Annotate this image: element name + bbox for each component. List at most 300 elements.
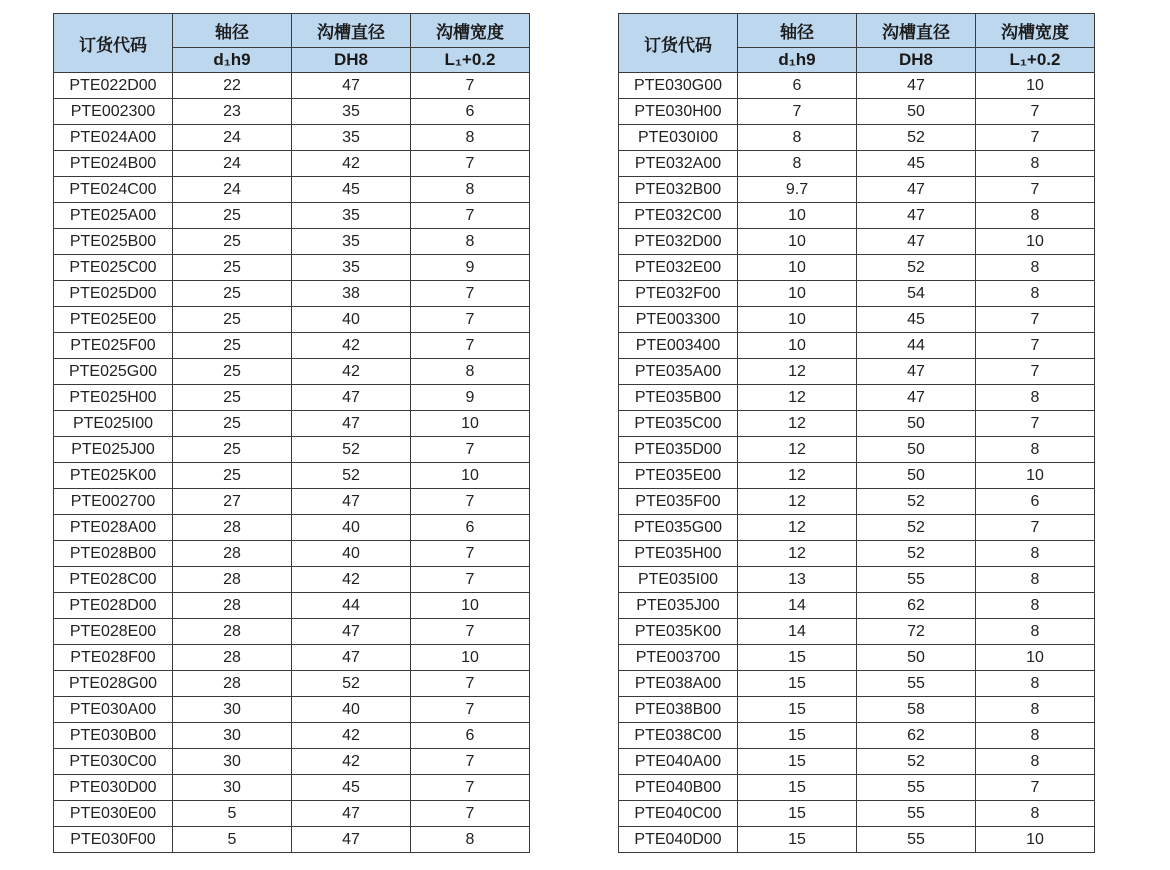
table-row bbox=[619, 463, 1095, 489]
table-row bbox=[54, 619, 530, 645]
cell-groove-width: 7 bbox=[411, 151, 530, 177]
cell-groove-width: 6 bbox=[411, 723, 530, 749]
cell-groove-width: 10 bbox=[976, 645, 1095, 671]
cell-shaft-diameter: 12 bbox=[738, 515, 857, 541]
cell-groove-diameter: 47 bbox=[292, 489, 411, 515]
cell-groove-width: 6 bbox=[976, 489, 1095, 515]
cell-groove-diameter: 52 bbox=[857, 125, 976, 151]
cell-order-code: PTE032B00 bbox=[619, 177, 738, 203]
cell-shaft-diameter: 28 bbox=[173, 567, 292, 593]
cell-groove-diameter: 52 bbox=[857, 541, 976, 567]
cell-order-code: PTE028E00 bbox=[54, 619, 173, 645]
cell-groove-diameter: 35 bbox=[292, 255, 411, 281]
table-row bbox=[619, 437, 1095, 463]
table-row bbox=[54, 671, 530, 697]
cell-order-code: PTE032C00 bbox=[619, 203, 738, 229]
table-row bbox=[619, 411, 1095, 437]
header-groove-width-tolerance: L₁+0.2 bbox=[411, 48, 530, 73]
cell-groove-diameter: 42 bbox=[292, 749, 411, 775]
table-row bbox=[54, 723, 530, 749]
cell-groove-width: 7 bbox=[411, 203, 530, 229]
table-row bbox=[54, 801, 530, 827]
cell-order-code: PTE035D00 bbox=[619, 437, 738, 463]
table-row bbox=[54, 411, 530, 437]
cell-order-code: PTE030I00 bbox=[619, 125, 738, 151]
cell-groove-width: 7 bbox=[411, 697, 530, 723]
table-row bbox=[619, 801, 1095, 827]
table-row bbox=[619, 619, 1095, 645]
table-row bbox=[54, 463, 530, 489]
cell-groove-diameter: 62 bbox=[857, 723, 976, 749]
spec-table-right bbox=[618, 13, 1095, 853]
cell-groove-width: 10 bbox=[411, 593, 530, 619]
cell-groove-width: 8 bbox=[976, 593, 1095, 619]
cell-groove-diameter: 40 bbox=[292, 697, 411, 723]
cell-groove-diameter: 44 bbox=[857, 333, 976, 359]
cell-groove-diameter: 50 bbox=[857, 645, 976, 671]
cell-groove-diameter: 50 bbox=[857, 437, 976, 463]
cell-groove-width: 8 bbox=[976, 255, 1095, 281]
cell-order-code: PTE022D00 bbox=[54, 73, 173, 99]
header-shaft-diameter: 轴径 bbox=[738, 14, 857, 48]
cell-shaft-diameter: 24 bbox=[173, 151, 292, 177]
cell-groove-diameter: 35 bbox=[292, 229, 411, 255]
cell-groove-diameter: 47 bbox=[292, 411, 411, 437]
table-row bbox=[54, 541, 530, 567]
cell-order-code: PTE025F00 bbox=[54, 333, 173, 359]
table-row bbox=[54, 645, 530, 671]
cell-groove-diameter: 47 bbox=[857, 385, 976, 411]
cell-shaft-diameter: 10 bbox=[738, 281, 857, 307]
table-row bbox=[54, 385, 530, 411]
cell-shaft-diameter: 30 bbox=[173, 697, 292, 723]
table-row bbox=[619, 775, 1095, 801]
cell-order-code: PTE028B00 bbox=[54, 541, 173, 567]
cell-shaft-diameter: 30 bbox=[173, 749, 292, 775]
cell-groove-diameter: 45 bbox=[292, 775, 411, 801]
cell-groove-width: 8 bbox=[976, 541, 1095, 567]
cell-groove-diameter: 47 bbox=[857, 177, 976, 203]
cell-shaft-diameter: 25 bbox=[173, 385, 292, 411]
cell-groove-width: 7 bbox=[976, 125, 1095, 151]
cell-groove-width: 8 bbox=[411, 359, 530, 385]
cell-order-code: PTE030E00 bbox=[54, 801, 173, 827]
table-row bbox=[54, 775, 530, 801]
table-row bbox=[54, 151, 530, 177]
cell-groove-diameter: 55 bbox=[857, 671, 976, 697]
cell-groove-diameter: 42 bbox=[292, 359, 411, 385]
table-row bbox=[619, 255, 1095, 281]
cell-order-code: PTE035H00 bbox=[619, 541, 738, 567]
cell-order-code: PTE024B00 bbox=[54, 151, 173, 177]
cell-groove-width: 7 bbox=[411, 671, 530, 697]
cell-groove-width: 8 bbox=[411, 827, 530, 853]
cell-groove-width: 7 bbox=[411, 437, 530, 463]
cell-order-code: PTE025C00 bbox=[54, 255, 173, 281]
cell-groove-width: 8 bbox=[976, 801, 1095, 827]
cell-order-code: PTE002700 bbox=[54, 489, 173, 515]
cell-order-code: PTE030C00 bbox=[54, 749, 173, 775]
cell-shaft-diameter: 25 bbox=[173, 281, 292, 307]
table-row bbox=[619, 515, 1095, 541]
cell-groove-width: 6 bbox=[411, 99, 530, 125]
cell-shaft-diameter: 15 bbox=[738, 827, 857, 853]
table-row bbox=[54, 697, 530, 723]
cell-shaft-diameter: 25 bbox=[173, 203, 292, 229]
cell-groove-diameter: 72 bbox=[857, 619, 976, 645]
header-shaft-tolerance: d₁h9 bbox=[173, 48, 292, 73]
cell-groove-diameter: 52 bbox=[292, 671, 411, 697]
cell-groove-diameter: 47 bbox=[292, 385, 411, 411]
cell-order-code: PTE028G00 bbox=[54, 671, 173, 697]
cell-groove-width: 7 bbox=[411, 307, 530, 333]
cell-shaft-diameter: 22 bbox=[173, 73, 292, 99]
cell-order-code: PTE002300 bbox=[54, 99, 173, 125]
cell-groove-diameter: 55 bbox=[857, 567, 976, 593]
header-groove-diameter-tolerance: DH8 bbox=[292, 48, 411, 73]
cell-groove-diameter: 47 bbox=[292, 801, 411, 827]
table-row bbox=[619, 359, 1095, 385]
cell-groove-diameter: 47 bbox=[857, 229, 976, 255]
header-groove-width: 沟槽宽度 bbox=[976, 14, 1095, 48]
cell-groove-diameter: 40 bbox=[292, 307, 411, 333]
cell-order-code: PTE038B00 bbox=[619, 697, 738, 723]
cell-groove-width: 8 bbox=[976, 281, 1095, 307]
cell-groove-diameter: 47 bbox=[292, 827, 411, 853]
table-row bbox=[54, 749, 530, 775]
cell-shaft-diameter: 27 bbox=[173, 489, 292, 515]
spec-table-left bbox=[53, 13, 530, 853]
cell-order-code: PTE025G00 bbox=[54, 359, 173, 385]
cell-shaft-diameter: 12 bbox=[738, 437, 857, 463]
cell-groove-diameter: 42 bbox=[292, 723, 411, 749]
cell-groove-diameter: 55 bbox=[857, 775, 976, 801]
cell-groove-width: 8 bbox=[976, 749, 1095, 775]
cell-order-code: PTE035B00 bbox=[619, 385, 738, 411]
cell-groove-width: 7 bbox=[976, 333, 1095, 359]
cell-shaft-diameter: 28 bbox=[173, 619, 292, 645]
cell-order-code: PTE024C00 bbox=[54, 177, 173, 203]
cell-groove-width: 8 bbox=[976, 697, 1095, 723]
table-row bbox=[54, 515, 530, 541]
table-row bbox=[54, 567, 530, 593]
table-row bbox=[619, 333, 1095, 359]
cell-order-code: PTE025H00 bbox=[54, 385, 173, 411]
cell-shaft-diameter: 12 bbox=[738, 489, 857, 515]
cell-order-code: PTE003700 bbox=[619, 645, 738, 671]
cell-shaft-diameter: 14 bbox=[738, 619, 857, 645]
cell-groove-width: 7 bbox=[411, 619, 530, 645]
header-groove-diameter: 沟槽直径 bbox=[857, 14, 976, 48]
cell-shaft-diameter: 15 bbox=[738, 749, 857, 775]
table-row bbox=[619, 229, 1095, 255]
cell-order-code: PTE040A00 bbox=[619, 749, 738, 775]
cell-shaft-diameter: 25 bbox=[173, 255, 292, 281]
table-row bbox=[619, 177, 1095, 203]
cell-order-code: PTE038C00 bbox=[619, 723, 738, 749]
header-groove-diameter: 沟槽直径 bbox=[292, 14, 411, 48]
cell-shaft-diameter: 10 bbox=[738, 203, 857, 229]
cell-order-code: PTE025A00 bbox=[54, 203, 173, 229]
cell-groove-diameter: 35 bbox=[292, 125, 411, 151]
cell-groove-diameter: 35 bbox=[292, 99, 411, 125]
table-row bbox=[619, 99, 1095, 125]
cell-order-code: PTE030B00 bbox=[54, 723, 173, 749]
cell-order-code: PTE025D00 bbox=[54, 281, 173, 307]
cell-shaft-diameter: 10 bbox=[738, 307, 857, 333]
table-row bbox=[54, 177, 530, 203]
cell-groove-width: 10 bbox=[411, 411, 530, 437]
cell-shaft-diameter: 12 bbox=[738, 411, 857, 437]
cell-shaft-diameter: 12 bbox=[738, 541, 857, 567]
cell-shaft-diameter: 6 bbox=[738, 73, 857, 99]
cell-groove-diameter: 47 bbox=[857, 359, 976, 385]
header-groove-width-tolerance: L₁+0.2 bbox=[976, 48, 1095, 73]
table-row bbox=[619, 385, 1095, 411]
cell-order-code: PTE032E00 bbox=[619, 255, 738, 281]
table-row bbox=[54, 255, 530, 281]
cell-shaft-diameter: 8 bbox=[738, 151, 857, 177]
cell-groove-width: 7 bbox=[976, 775, 1095, 801]
table-row bbox=[619, 593, 1095, 619]
cell-groove-width: 7 bbox=[411, 567, 530, 593]
table-row bbox=[54, 125, 530, 151]
table-row bbox=[619, 749, 1095, 775]
cell-groove-diameter: 47 bbox=[857, 73, 976, 99]
cell-groove-width: 10 bbox=[411, 645, 530, 671]
cell-shaft-diameter: 10 bbox=[738, 333, 857, 359]
table-row bbox=[619, 489, 1095, 515]
table-row bbox=[619, 203, 1095, 229]
cell-groove-width: 7 bbox=[976, 177, 1095, 203]
table-row bbox=[619, 151, 1095, 177]
cell-order-code: PTE028C00 bbox=[54, 567, 173, 593]
cell-order-code: PTE028A00 bbox=[54, 515, 173, 541]
cell-groove-width: 7 bbox=[411, 749, 530, 775]
cell-order-code: PTE003300 bbox=[619, 307, 738, 333]
cell-groove-diameter: 62 bbox=[857, 593, 976, 619]
cell-shaft-diameter: 25 bbox=[173, 229, 292, 255]
cell-shaft-diameter: 24 bbox=[173, 177, 292, 203]
table-row bbox=[54, 489, 530, 515]
cell-shaft-diameter: 14 bbox=[738, 593, 857, 619]
cell-shaft-diameter: 10 bbox=[738, 229, 857, 255]
cell-shaft-diameter: 25 bbox=[173, 359, 292, 385]
cell-shaft-diameter: 15 bbox=[738, 801, 857, 827]
cell-groove-diameter: 42 bbox=[292, 333, 411, 359]
cell-order-code: PTE035G00 bbox=[619, 515, 738, 541]
cell-groove-width: 10 bbox=[976, 229, 1095, 255]
cell-shaft-diameter: 10 bbox=[738, 255, 857, 281]
cell-shaft-diameter: 30 bbox=[173, 723, 292, 749]
cell-order-code: PTE035A00 bbox=[619, 359, 738, 385]
table-row bbox=[54, 99, 530, 125]
cell-groove-width: 9 bbox=[411, 385, 530, 411]
cell-order-code: PTE003400 bbox=[619, 333, 738, 359]
header-groove-width: 沟槽宽度 bbox=[411, 14, 530, 48]
cell-groove-width: 8 bbox=[411, 125, 530, 151]
table-row bbox=[54, 229, 530, 255]
table-row bbox=[54, 333, 530, 359]
table-row bbox=[54, 827, 530, 853]
cell-shaft-diameter: 25 bbox=[173, 463, 292, 489]
cell-groove-width: 8 bbox=[411, 229, 530, 255]
table-row bbox=[54, 593, 530, 619]
cell-groove-diameter: 44 bbox=[292, 593, 411, 619]
table-row bbox=[54, 281, 530, 307]
cell-shaft-diameter: 15 bbox=[738, 723, 857, 749]
header-order-code: 订货代码 bbox=[619, 14, 738, 73]
cell-groove-width: 8 bbox=[976, 619, 1095, 645]
cell-groove-diameter: 40 bbox=[292, 515, 411, 541]
cell-shaft-diameter: 9.7 bbox=[738, 177, 857, 203]
cell-groove-width: 7 bbox=[976, 307, 1095, 333]
cell-shaft-diameter: 23 bbox=[173, 99, 292, 125]
cell-shaft-diameter: 12 bbox=[738, 359, 857, 385]
cell-order-code: PTE028F00 bbox=[54, 645, 173, 671]
cell-groove-width: 7 bbox=[411, 333, 530, 359]
cell-order-code: PTE032A00 bbox=[619, 151, 738, 177]
cell-groove-diameter: 52 bbox=[292, 463, 411, 489]
cell-order-code: PTE025B00 bbox=[54, 229, 173, 255]
cell-order-code: PTE040B00 bbox=[619, 775, 738, 801]
table-body-right bbox=[619, 73, 1095, 853]
cell-shaft-diameter: 7 bbox=[738, 99, 857, 125]
cell-groove-diameter: 45 bbox=[292, 177, 411, 203]
cell-groove-diameter: 47 bbox=[857, 203, 976, 229]
table-row bbox=[619, 541, 1095, 567]
cell-groove-width: 6 bbox=[411, 515, 530, 541]
header-order-code: 订货代码 bbox=[54, 14, 173, 73]
cell-order-code: PTE035J00 bbox=[619, 593, 738, 619]
header-shaft-diameter: 轴径 bbox=[173, 14, 292, 48]
cell-groove-diameter: 47 bbox=[292, 619, 411, 645]
cell-groove-diameter: 47 bbox=[292, 73, 411, 99]
cell-groove-diameter: 45 bbox=[857, 151, 976, 177]
cell-groove-diameter: 45 bbox=[857, 307, 976, 333]
cell-order-code: PTE025E00 bbox=[54, 307, 173, 333]
cell-shaft-diameter: 30 bbox=[173, 775, 292, 801]
cell-shaft-diameter: 28 bbox=[173, 541, 292, 567]
cell-order-code: PTE035K00 bbox=[619, 619, 738, 645]
cell-groove-width: 7 bbox=[411, 541, 530, 567]
cell-shaft-diameter: 28 bbox=[173, 671, 292, 697]
cell-order-code: PTE030G00 bbox=[619, 73, 738, 99]
cell-groove-diameter: 55 bbox=[857, 801, 976, 827]
table-row bbox=[619, 723, 1095, 749]
cell-order-code: PTE040D00 bbox=[619, 827, 738, 853]
cell-shaft-diameter: 5 bbox=[173, 801, 292, 827]
cell-groove-diameter: 52 bbox=[857, 515, 976, 541]
cell-shaft-diameter: 28 bbox=[173, 515, 292, 541]
cell-groove-width: 8 bbox=[976, 723, 1095, 749]
cell-groove-width: 7 bbox=[411, 801, 530, 827]
table-row bbox=[619, 697, 1095, 723]
cell-groove-width: 8 bbox=[976, 671, 1095, 697]
cell-groove-diameter: 50 bbox=[857, 463, 976, 489]
cell-shaft-diameter: 28 bbox=[173, 645, 292, 671]
cell-shaft-diameter: 8 bbox=[738, 125, 857, 151]
cell-order-code: PTE035E00 bbox=[619, 463, 738, 489]
cell-shaft-diameter: 15 bbox=[738, 775, 857, 801]
cell-groove-width: 7 bbox=[411, 489, 530, 515]
cell-groove-width: 9 bbox=[411, 255, 530, 281]
cell-groove-width: 8 bbox=[976, 203, 1095, 229]
cell-groove-diameter: 55 bbox=[857, 827, 976, 853]
table-row bbox=[619, 73, 1095, 99]
cell-order-code: PTE035C00 bbox=[619, 411, 738, 437]
cell-groove-width: 8 bbox=[411, 177, 530, 203]
cell-order-code: PTE038A00 bbox=[619, 671, 738, 697]
cell-groove-width: 8 bbox=[976, 385, 1095, 411]
cell-groove-width: 10 bbox=[976, 827, 1095, 853]
cell-shaft-diameter: 12 bbox=[738, 385, 857, 411]
table-row bbox=[619, 307, 1095, 333]
table-row bbox=[619, 567, 1095, 593]
cell-order-code: PTE040C00 bbox=[619, 801, 738, 827]
cell-shaft-diameter: 25 bbox=[173, 411, 292, 437]
cell-order-code: PTE025I00 bbox=[54, 411, 173, 437]
cell-order-code: PTE030F00 bbox=[54, 827, 173, 853]
cell-groove-width: 7 bbox=[976, 99, 1095, 125]
cell-groove-diameter: 42 bbox=[292, 567, 411, 593]
cell-groove-width: 10 bbox=[411, 463, 530, 489]
cell-order-code: PTE028D00 bbox=[54, 593, 173, 619]
cell-groove-width: 7 bbox=[411, 775, 530, 801]
cell-groove-diameter: 40 bbox=[292, 541, 411, 567]
table-row bbox=[54, 203, 530, 229]
cell-order-code: PTE032F00 bbox=[619, 281, 738, 307]
cell-groove-width: 10 bbox=[976, 73, 1095, 99]
cell-groove-diameter: 52 bbox=[857, 749, 976, 775]
cell-groove-diameter: 42 bbox=[292, 151, 411, 177]
cell-shaft-diameter: 25 bbox=[173, 333, 292, 359]
cell-groove-width: 8 bbox=[976, 437, 1095, 463]
cell-shaft-diameter: 25 bbox=[173, 437, 292, 463]
cell-shaft-diameter: 13 bbox=[738, 567, 857, 593]
cell-order-code: PTE035I00 bbox=[619, 567, 738, 593]
cell-groove-diameter: 52 bbox=[857, 489, 976, 515]
cell-groove-width: 7 bbox=[411, 281, 530, 307]
cell-order-code: PTE024A00 bbox=[54, 125, 173, 151]
header-groove-diameter-tolerance: DH8 bbox=[857, 48, 976, 73]
table-row bbox=[619, 125, 1095, 151]
table-row bbox=[619, 645, 1095, 671]
cell-shaft-diameter: 24 bbox=[173, 125, 292, 151]
table-row bbox=[54, 359, 530, 385]
cell-groove-width: 7 bbox=[976, 515, 1095, 541]
cell-groove-diameter: 52 bbox=[292, 437, 411, 463]
cell-shaft-diameter: 5 bbox=[173, 827, 292, 853]
cell-groove-width: 8 bbox=[976, 151, 1095, 177]
cell-shaft-diameter: 12 bbox=[738, 463, 857, 489]
cell-shaft-diameter: 15 bbox=[738, 697, 857, 723]
cell-shaft-diameter: 25 bbox=[173, 307, 292, 333]
cell-groove-diameter: 52 bbox=[857, 255, 976, 281]
table-body-left bbox=[54, 73, 530, 853]
cell-order-code: PTE030D00 bbox=[54, 775, 173, 801]
table-row bbox=[54, 73, 530, 99]
cell-groove-diameter: 35 bbox=[292, 203, 411, 229]
table-row bbox=[54, 307, 530, 333]
cell-groove-diameter: 50 bbox=[857, 411, 976, 437]
cell-order-code: PTE030A00 bbox=[54, 697, 173, 723]
cell-groove-diameter: 50 bbox=[857, 99, 976, 125]
cell-order-code: PTE035F00 bbox=[619, 489, 738, 515]
cell-groove-diameter: 54 bbox=[857, 281, 976, 307]
cell-order-code: PTE030H00 bbox=[619, 99, 738, 125]
cell-groove-width: 7 bbox=[411, 73, 530, 99]
